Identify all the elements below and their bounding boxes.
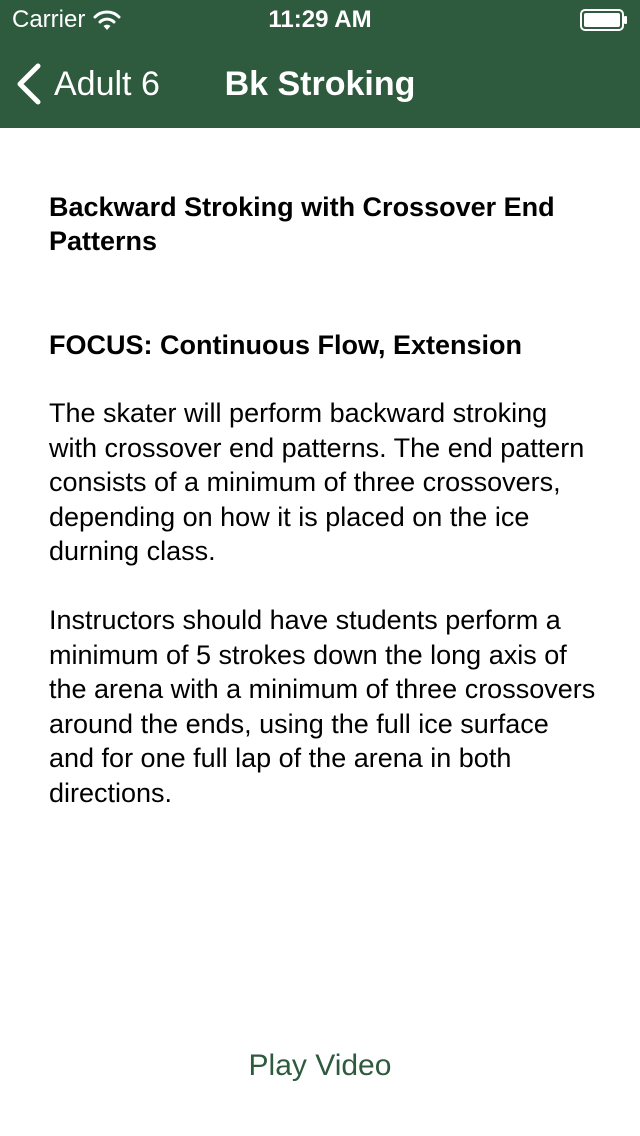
- header: [0, 0, 640, 128]
- page-title: Bk Stroking: [224, 65, 416, 103]
- lesson-paragraph: The skater will perform backward stroking with crossover end patterns. The end pattern consists of a minimum of three crossovers, depending on how it is placed on the ice durning class.: [49, 398, 585, 567]
- navigation-bar: [0, 40, 640, 128]
- play-video-button[interactable]: Play Video: [248, 1049, 392, 1082]
- lesson-content: [49, 190, 599, 811]
- lesson-title: Backward Stroking with Crossover End Patterns: [49, 192, 555, 256]
- status-time: 11:29 AM: [268, 6, 372, 33]
- battery-icon: [580, 9, 628, 31]
- lesson-focus: FOCUS: Continuous Flow, Extension: [49, 330, 522, 360]
- lesson-paragraph: Instructors should have students perform a minimum of 5 strokes down the long axis of the arena with a minimum of three crossovers around the ends, using the full ice surface and for one full lap of the arena in both directions.: [49, 604, 596, 808]
- back-button-label: Adult 6: [54, 65, 160, 103]
- carrier-label: Carrier: [12, 6, 86, 33]
- status-bar: [0, 0, 640, 40]
